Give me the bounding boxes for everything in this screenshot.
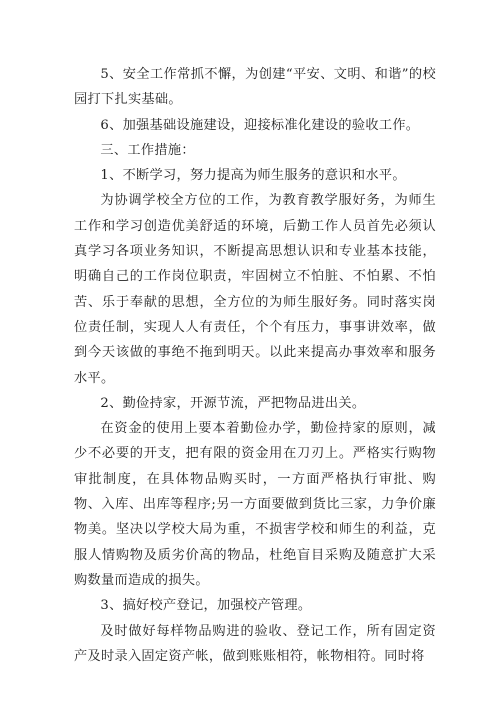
paragraph-infrastructure-goal: 6、加强基础设施建设，迎接标准化建设的验收工作。 [100, 117, 420, 133]
section-heading-measures: 三、工作措施： [100, 142, 195, 158]
paragraph-thrift-detail: 在资金的使用上要本着勤俭办学，勤俭持家的原则，减少不必要的开支，把有限的资金用在刀刃上。严格实行购物审批制度，在具体物品购买时，一方面严格执行审批、购物、入库、出库等程序;另一方面要做到货比三家，力争价廉物美。坚决以学校大局为重，不损害学校和师生的利益，克服人情购物及质劣价高的物品，杜绝盲目采购及随意扩大采购数量而造成的损失。 [74, 421, 436, 588]
paragraph-learning-detail: 为协调学校全方位的工作，为教育教学服好务，为师生工作和学习创造优美舒适的环境，后勤工作人员首先必须认真学习各项业务知识，不断提高思想认识和专业基本技能，明确自己的工作岗位职责，牢固树立不怕脏、不怕累、不怕苦、乐于奉献的思想，全方位的为师生服好务。同时落实岗位责任制，实现人人有责任，个个有压力，事事讲效率，做到今天该做的事绝不拖到明天。以此来提高办事效率和服务水平。 [74, 193, 436, 386]
subheading-asset-registration: 3、搞好校产登记，加强校产管理。 [100, 598, 312, 614]
paragraph-safety-goal: 5、安全工作常抓不懈，为创建“平安、文明、和谐”的校园打下扎实基础。 [74, 67, 436, 108]
paragraph-asset-detail: 及时做好每样物品购进的验收、登记工作，所有固定资产及时录入固定资产帐，做到账账相符，帐物相符。同时将 [74, 623, 436, 664]
document-body [74, 62, 436, 669]
subheading-thrift: 2、勤俭持家，开源节流，严把物品进出关。 [100, 395, 366, 411]
subheading-learning: 1、不断学习，努力提高为师生服务的意识和水平。 [100, 168, 406, 184]
